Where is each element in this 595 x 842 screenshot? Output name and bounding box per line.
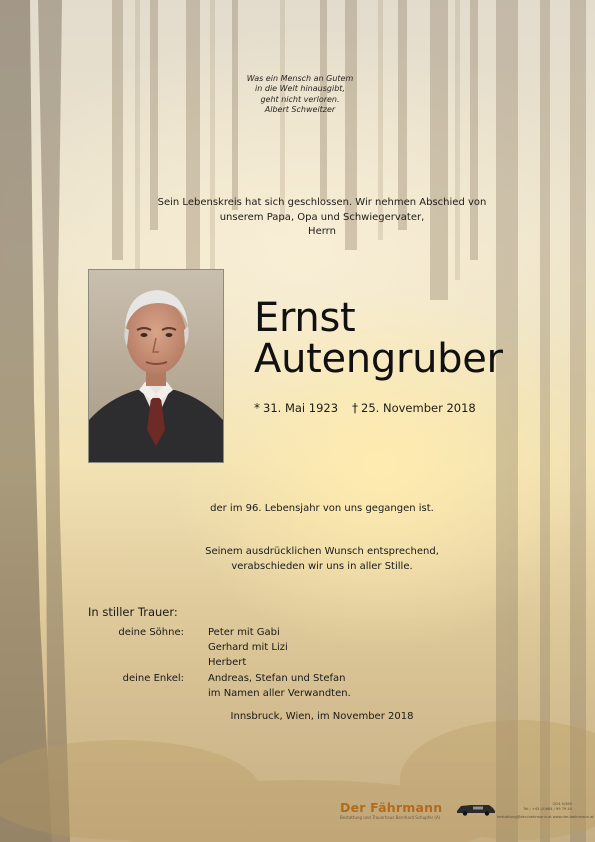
contact-hours: 0/24 h/365 [552,802,572,806]
hearse-icon [455,802,497,816]
quote-line: Was ein Mensch an Gutem [246,74,354,83]
funeral-home-logo [340,800,594,826]
relation-label: deine Söhne: [118,627,184,638]
wish-line: Seinem ausdrücklichen Wunsch entsprechend, [205,546,439,557]
place-and-date: Innsbruck, Wien, im November 2018 [230,711,414,722]
memorial-quote [220,74,380,116]
last-name: Autengruber [254,336,503,382]
quote-line: geht nicht verloren. [260,94,340,104]
funeral-home-name: Der Fährmann [340,800,443,815]
death-date: 25. November 2018 [361,401,476,415]
mourner-names: Herbert [208,657,247,669]
relation-label: deine Enkel: [122,672,184,684]
mourning-title: In stiller Trauer: [88,605,178,619]
mourner-names: Peter mit Gabi [208,627,280,638]
intro-text [130,196,514,240]
mourner-names: im Namen aller Verwandten. [208,687,351,699]
contact-phone: Tel.: +43 (0)664 / 99 79 40 [523,806,572,811]
birth-date: 31. Mai 1923 [263,401,339,415]
wish-line: verabschieden wir uns in aller Stille. [231,561,413,572]
intro-line: Herrn [308,226,336,237]
quote-author: Albert Schweitzer [264,105,336,115]
death-cross-icon: † [352,401,359,415]
intro-line: unserem Papa, Opa und Schwiegervater, [219,211,425,223]
intro-line: Sein Lebenskreis hat sich geschlossen. Wir nehmen Abschied von [157,197,487,208]
passing-text: der im 96. Lebensjahr von uns gegangen ist. [210,503,434,514]
life-dates [254,401,476,415]
deceased-name [254,295,503,382]
first-name: Ernst [254,295,356,341]
mourner-names: Gerhard mit Lizi [208,642,288,654]
birth-star-icon: * [254,401,260,415]
mourner-names: Andreas, Stefan und Stefan [208,672,346,684]
funeral-home-subtitle: Bestattung und Trauerhaus Bernhard Schupfer (A) [340,815,441,820]
wish-text [130,544,514,574]
portrait-photo [88,269,224,463]
contact-web: bestattung@der-faehrmann.at www.der-faehrmann.at [497,815,594,819]
quote-line: in die Welt hinausgibt, [255,84,345,94]
funeral-home-contact [502,802,572,811]
